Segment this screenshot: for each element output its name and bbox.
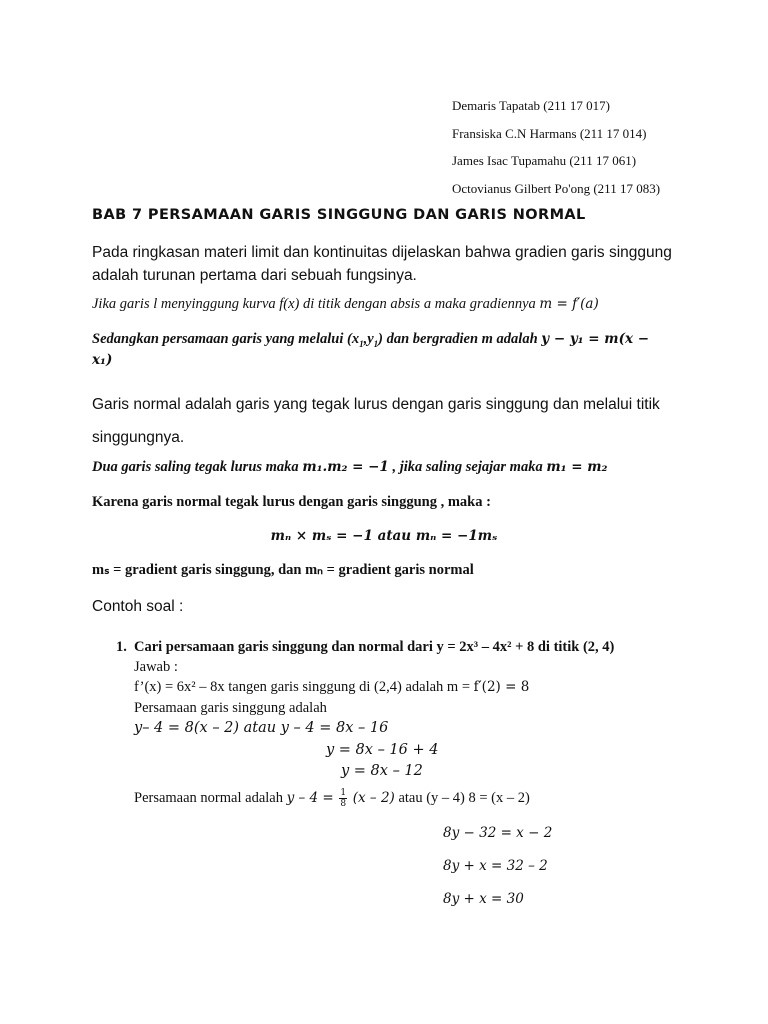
derivative-line	[134, 679, 529, 696]
normal-step-1: 8y − 32 = x − 2	[443, 825, 553, 841]
tangent-step-2: y = 8x – 16 + 4	[326, 742, 439, 758]
normal-fraction	[339, 788, 347, 809]
example-number: 1.	[116, 639, 127, 655]
author-3: James Isac Tupamahu (211 17 061)	[452, 153, 637, 168]
line-eq-formula-2: x₁)	[92, 352, 113, 368]
fraction-denominator: 8	[340, 799, 347, 809]
normal-equation-line	[134, 788, 530, 809]
example-question: Cari persamaan garis singgung dan normal dari y = 2x³ – 4x² + 8 di titik (2, 4)	[134, 639, 615, 655]
line-eq-text-1: Sedangkan persamaan garis yang melalui (x	[92, 331, 360, 347]
main-formula: mₙ × mₛ = −1 atau mₙ = −1mₛ	[270, 528, 498, 544]
because-statement: Karena garis normal tegak lurus dengan garis singgung , maka :	[92, 494, 491, 510]
line-eq-sub-x: 1	[359, 338, 364, 349]
normal-lhs: y – 4 =	[286, 789, 334, 806]
author-1: Demaris Tapatab (211 17 017)	[452, 98, 610, 113]
intro-paragraph: Pada ringkasan materi limit dan kontinuitas dijelaskan bahwa gradien garis singgung adalah turunan pertama dari sebuah fungsinya.	[92, 244, 672, 284]
normal-step-2: 8y + x = 32 – 2	[443, 858, 548, 874]
perp-text-1: Dua garis saling tegak lurus maka	[92, 459, 299, 475]
derivative-text: f’(x) = 6x² – 8x tangen garis singgung di (2,4) adalah m =	[134, 679, 470, 695]
normal-definition: Garis normal adalah garis yang tegak lurus dengan garis singgung dan melalui titik singgungnya.	[92, 396, 660, 446]
tangent-step-1: y– 4 = 8(x – 2) atau y – 4 = 8x – 16	[134, 720, 389, 736]
derivative-value: f′(2) = 8	[473, 679, 530, 695]
author-list	[452, 92, 660, 202]
normal-step-3: 8y + x = 30	[443, 891, 524, 907]
perp-formula-2: m₁ = m₂	[546, 459, 608, 475]
perpendicular-statement	[92, 459, 607, 476]
example-heading: Contoh soal :	[92, 598, 184, 615]
gradient-statement	[92, 296, 599, 313]
line-eq-text-3: ) dan bergradien m adalah	[378, 331, 538, 347]
perp-formula-1: m₁.m₂ = −1	[302, 459, 389, 475]
gradient-text: Jika garis l menyinggung kurva f(x) di titik dengan absis a maka gradiennya	[92, 296, 536, 312]
normal-rhs: (x – 2)	[352, 789, 395, 806]
line-equation-statement	[92, 331, 649, 349]
line-eq-text-2: ,y	[363, 331, 374, 347]
gradient-formula: m = f′(a)	[539, 296, 599, 312]
normal-label: Persamaan normal adalah	[134, 789, 283, 806]
answer-label: Jawab :	[134, 659, 178, 675]
chapter-title: BAB 7 PERSAMAAN GARIS SINGGUNG DAN GARIS NORMAL	[92, 207, 586, 223]
fraction-numerator: 1	[340, 788, 347, 798]
tangent-step-3: y = 8x – 12	[341, 763, 423, 779]
tangent-label: Persamaan garis singgung adalah	[134, 700, 327, 716]
gradient-definitions: mₛ = gradient garis singgung, dan mₙ = gradient garis normal	[92, 562, 474, 578]
author-4: Octovianus Gilbert Po'ong (211 17 083)	[452, 180, 661, 196]
author-2: Fransiska C.N Harmans (211 17 014)	[452, 125, 647, 141]
line-eq-sub-y: 1	[373, 338, 379, 349]
line-eq-formula-1: y − y₁ = m(x −	[541, 331, 650, 347]
perp-text-2: , jika saling sejajar maka	[392, 459, 543, 475]
normal-alt: atau (y – 4) 8 = (x – 2)	[398, 789, 530, 806]
